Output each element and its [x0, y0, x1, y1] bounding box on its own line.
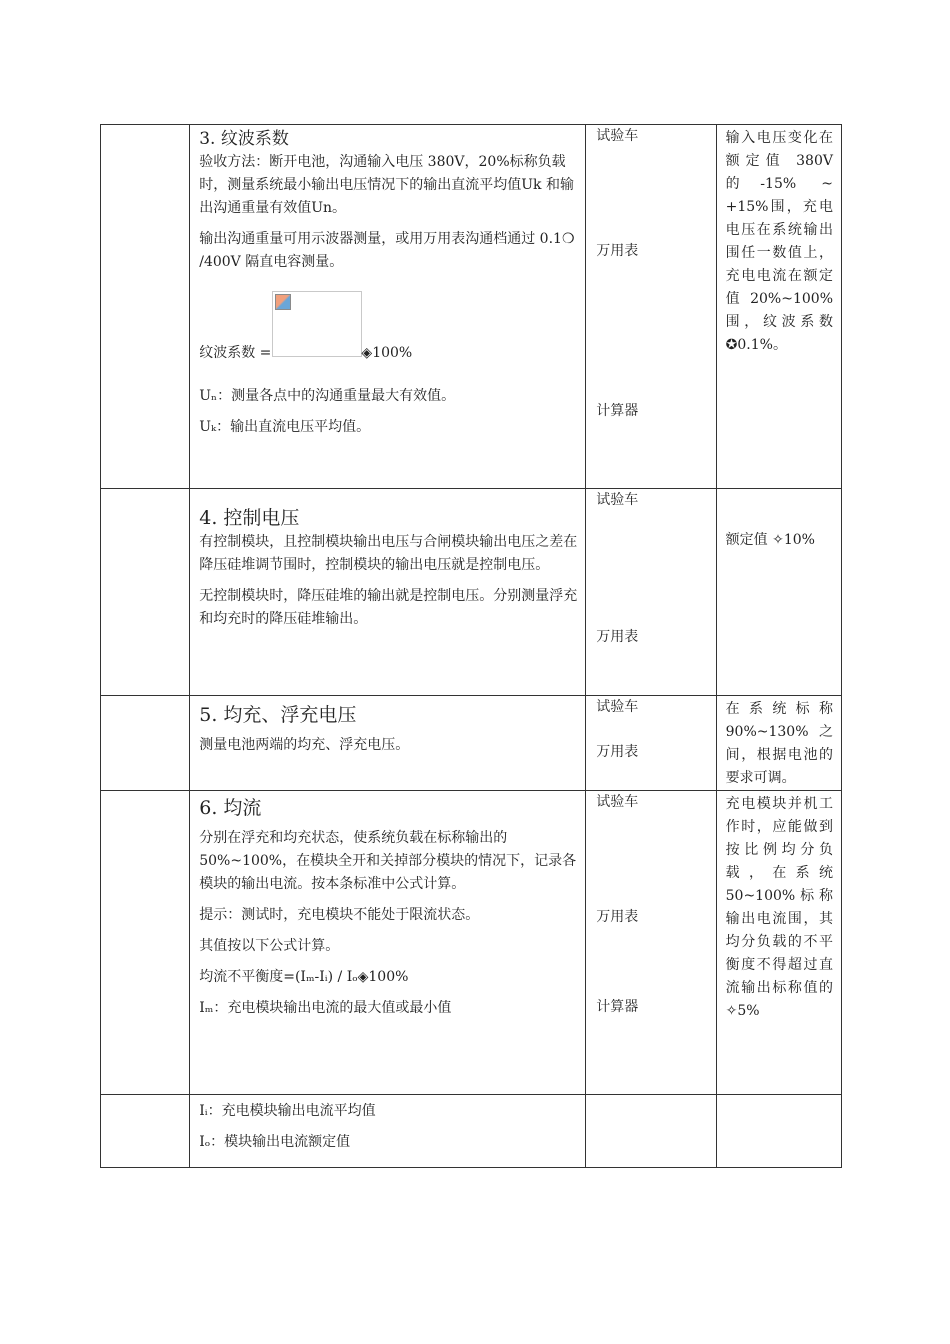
tool-label: 万用表 — [596, 909, 639, 925]
table-row — [101, 489, 842, 696]
tools-cell — [586, 1095, 716, 1168]
note-text: Iₒ：模块输出电流额定值 — [199, 1134, 351, 1150]
requirement-cell — [716, 1095, 841, 1168]
method-cell — [190, 1095, 586, 1168]
tool-label: 万用表 — [596, 243, 639, 259]
note-text: Uₖ：输出直流电压平均值。 — [199, 419, 371, 435]
tool-label: 试验车 — [596, 699, 639, 715]
requirement-text: 额定值 ✧10% — [725, 532, 815, 548]
tools-cell — [586, 125, 716, 489]
method-cell — [190, 489, 586, 696]
section-heading: 6. 均流 — [199, 797, 262, 819]
method-text: 无控制模块时，降压硅堆的输出就是控制电压。分别测量浮充和均充时的降压硅堆输出。 — [199, 588, 578, 627]
method-text: 验收方法：断开电池，沟通输入电压 380V，20%标称负载时，测量系统最小输出电压情况下的输出直流平均值Uk 和输出沟通重量有效值Un。 — [199, 154, 574, 216]
table-row — [101, 791, 842, 1095]
formula-text: 均流不平衡度=(Iₘ-Iᵢ) / Iₒ◈100% — [199, 969, 409, 985]
tool-label: 万用表 — [596, 744, 639, 760]
note-text: Iᵢ：充电模块输出电流平均值 — [199, 1103, 376, 1119]
tool-label: 计算器 — [596, 403, 639, 419]
blank-cell — [101, 791, 190, 1095]
requirement-text: 充电模块并机工作时，应能做到按比例均分负载，在系统 50~100%标称输出电流围，其均分负载的不平衡度不得超过直流输出标称值的✧5% — [725, 796, 833, 1019]
blank-cell — [101, 489, 190, 696]
tool-label: 试验车 — [596, 794, 639, 810]
note-text: Uₙ：测量各点中的沟通重量最大有效值。 — [199, 388, 456, 404]
ripple-formula — [199, 343, 412, 363]
method-cell — [190, 696, 586, 791]
table-row — [101, 1095, 842, 1168]
method-text: 有控制模块，且控制模块输出电压与合闸模块输出电压之差在降压硅堆调节围时，控制模块的输出电压就是控制电压。 — [199, 534, 578, 573]
section-heading: 3. 纹波系数 — [199, 129, 289, 149]
table-row — [101, 696, 842, 791]
method-text: 其值按以下公式计算。 — [199, 938, 340, 954]
method-cell — [190, 791, 586, 1095]
method-cell — [190, 125, 586, 489]
method-text: 提示：测试时，充电模块不能处于限流状态。 — [199, 907, 480, 923]
tools-cell — [586, 489, 716, 696]
broken-image-icon — [275, 294, 291, 310]
tool-label: 计算器 — [596, 999, 639, 1015]
method-text: 输出沟通重量可用示波器测量，或用万用表沟通档通过 0.1❍ /400V 隔直电容测量。 — [199, 231, 575, 270]
requirement-text: 输入电压变化在额定值 380V 的-15% ~ +15%围，充电电压在系统输出围任一数值上，充电电流在额定值 20%~100%围，纹波系数 ✪0.1%。 — [725, 130, 833, 353]
section-heading: 5. 均充、浮充电压 — [199, 704, 357, 726]
blank-cell — [101, 1095, 190, 1168]
requirement-cell — [716, 489, 841, 696]
blank-cell — [101, 125, 190, 489]
method-text: 分别在浮充和均充状态，使系统负载在标称输出的50%~100%，在模块全开和关掉部分模块的情况下，记录各模块的输出电流。按本条标准中公式计算。 — [199, 830, 577, 892]
blank-cell — [101, 696, 190, 791]
table-row — [101, 125, 842, 489]
tool-label: 万用表 — [596, 629, 639, 645]
requirement-cell — [716, 696, 841, 791]
tools-cell — [586, 791, 716, 1095]
requirement-text: 在系统标称90%~130% 之间，根据电池的要求可调。 — [725, 701, 833, 786]
acceptance-table — [100, 124, 842, 1168]
section-heading: 4. 控制电压 — [199, 507, 300, 529]
formula-label: 纹波系数 = — [199, 345, 272, 361]
requirement-cell — [716, 791, 841, 1095]
method-text: 测量电池两端的均充、浮充电压。 — [199, 737, 410, 753]
tools-cell — [586, 696, 716, 791]
tool-label: 试验车 — [596, 128, 639, 144]
formula-suffix: ◈100% — [361, 345, 413, 361]
tool-label: 试验车 — [596, 492, 639, 508]
note-text: Iₘ：充电模块输出电流的最大值或最小值 — [199, 1000, 452, 1016]
requirement-cell — [716, 125, 841, 489]
